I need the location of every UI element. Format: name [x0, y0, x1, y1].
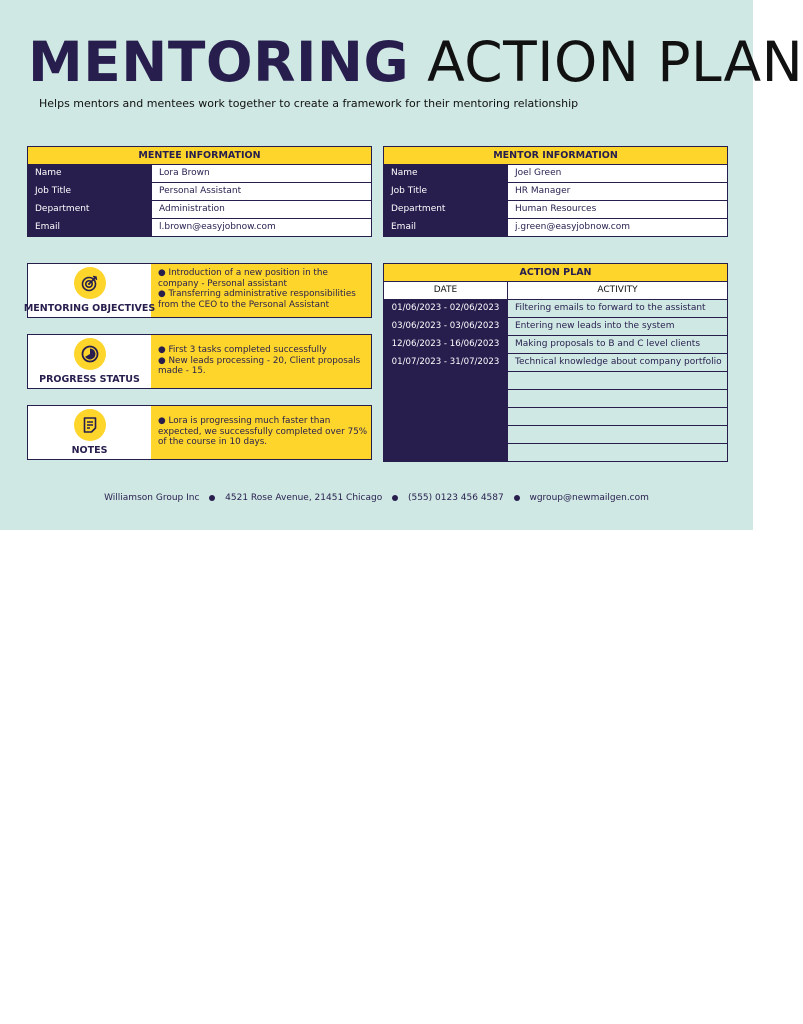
page-subtitle: Helps mentors and mentees work together to create a framework for their mentoring relationship: [39, 97, 579, 110]
field-label: Job Title: [384, 183, 507, 200]
target-icon: [74, 267, 106, 299]
field-value[interactable]: Personal Assistant: [151, 183, 371, 200]
card-body[interactable]: [151, 406, 371, 459]
bullet-separator: [209, 495, 215, 501]
field-value[interactable]: Human Resources: [507, 201, 727, 218]
field-label: Department: [28, 201, 151, 218]
table-row: [384, 299, 727, 317]
activity-cell[interactable]: [507, 372, 727, 389]
date-cell[interactable]: [384, 372, 507, 389]
table-row: [384, 353, 727, 371]
field-value[interactable]: Administration: [151, 201, 371, 218]
mentoring-objectives-card: [23, 263, 372, 318]
table-row: [384, 425, 727, 443]
card-title: PROGRESS STATUS: [39, 374, 140, 385]
field-value[interactable]: Lora Brown: [151, 165, 371, 182]
bullet-separator: [392, 495, 398, 501]
date-cell[interactable]: [384, 390, 507, 407]
footer: [0, 493, 753, 503]
table-row: [28, 182, 371, 200]
card-label-column: [28, 335, 151, 388]
table-row: [384, 317, 727, 335]
date-cell[interactable]: [384, 408, 507, 425]
date-cell[interactable]: 03/06/2023 - 03/06/2023: [384, 318, 507, 335]
card-text: ● First 3 tasks completed successfully ● New leads processing - 20, Client proposals made - 15.: [158, 345, 361, 376]
card-body[interactable]: [151, 264, 371, 317]
activity-cell[interactable]: [507, 444, 727, 461]
notes-icon: [74, 409, 106, 441]
activity-cell[interactable]: Making proposals to B and C level clients: [507, 336, 727, 353]
date-cell[interactable]: 01/07/2023 - 31/07/2023: [384, 354, 507, 371]
activity-cell[interactable]: [507, 408, 727, 425]
card-label-column: [28, 406, 151, 459]
activity-cell[interactable]: [507, 426, 727, 443]
mentee-information-table: [27, 146, 372, 237]
table-row: [384, 218, 727, 236]
card-text: ● Introduction of a new position in the company - Personal assistant ● Transferring administrative responsibilities from the CEO to the Personal Assistant: [158, 268, 356, 310]
table-row: [384, 182, 727, 200]
page-title: [28, 30, 803, 94]
mentor-information-header: MENTOR INFORMATION: [384, 147, 727, 164]
table-row: [384, 443, 727, 461]
table-row: [384, 389, 727, 407]
field-label: Name: [384, 165, 507, 182]
table-row: [28, 218, 371, 236]
title-light: ACTION PLAN: [427, 30, 803, 94]
activity-cell[interactable]: [507, 390, 727, 407]
action-plan-column-headers: [384, 281, 727, 299]
date-cell[interactable]: 01/06/2023 - 02/06/2023: [384, 300, 507, 317]
date-cell[interactable]: 12/06/2023 - 16/06/2023: [384, 336, 507, 353]
table-row: [384, 335, 727, 353]
column-header-activity: ACTIVITY: [507, 282, 727, 299]
card-text: ● Lora is progressing much faster than expected, we successfully completed over 75% of the course in 10 days.: [158, 416, 368, 447]
field-label: Name: [28, 165, 151, 182]
action-plan-table: [383, 263, 728, 462]
date-cell[interactable]: [384, 426, 507, 443]
activity-cell[interactable]: Technical knowledge about company portfolio: [507, 354, 727, 371]
action-plan-header: ACTION PLAN: [384, 264, 727, 281]
footer-email[interactable]: wgroup@newmailgen.com: [529, 493, 649, 503]
card-title: NOTES: [71, 445, 108, 456]
footer-company: Williamson Group Inc: [104, 493, 200, 503]
card-title: MENTORING OBJECTIVES: [23, 303, 156, 314]
footer-phone: (555) 0123 456 4587: [407, 493, 504, 503]
title-bold: MENTORING: [28, 30, 410, 94]
table-row: [28, 164, 371, 182]
activity-cell[interactable]: Entering new leads into the system: [507, 318, 727, 335]
table-row: [384, 371, 727, 389]
field-label: Email: [384, 219, 507, 236]
table-row: [28, 200, 371, 218]
table-row: [384, 164, 727, 182]
date-cell[interactable]: [384, 444, 507, 461]
mentee-information-header: MENTEE INFORMATION: [28, 147, 371, 164]
field-value[interactable]: Joel Green: [507, 165, 727, 182]
field-label: Department: [384, 201, 507, 218]
field-value[interactable]: l.brown@easyjobnow.com: [151, 219, 371, 236]
mentor-information-table: [383, 146, 728, 237]
card-body[interactable]: [151, 335, 371, 388]
progress-status-card: [27, 334, 372, 389]
column-header-date: DATE: [433, 285, 458, 295]
field-value[interactable]: j.green@easyjobnow.com: [507, 219, 727, 236]
table-row: [384, 407, 727, 425]
progress-icon: [74, 338, 106, 370]
field-value[interactable]: HR Manager: [507, 183, 727, 200]
activity-cell[interactable]: Filtering emails to forward to the assistant: [507, 300, 727, 317]
bullet-separator: [514, 495, 520, 501]
field-label: Job Title: [28, 183, 151, 200]
notes-card: [27, 405, 372, 460]
card-label-column: [23, 264, 156, 317]
table-row: [384, 200, 727, 218]
footer-address: 4521 Rose Avenue, 21451 Chicago: [225, 493, 383, 503]
field-label: Email: [28, 219, 151, 236]
